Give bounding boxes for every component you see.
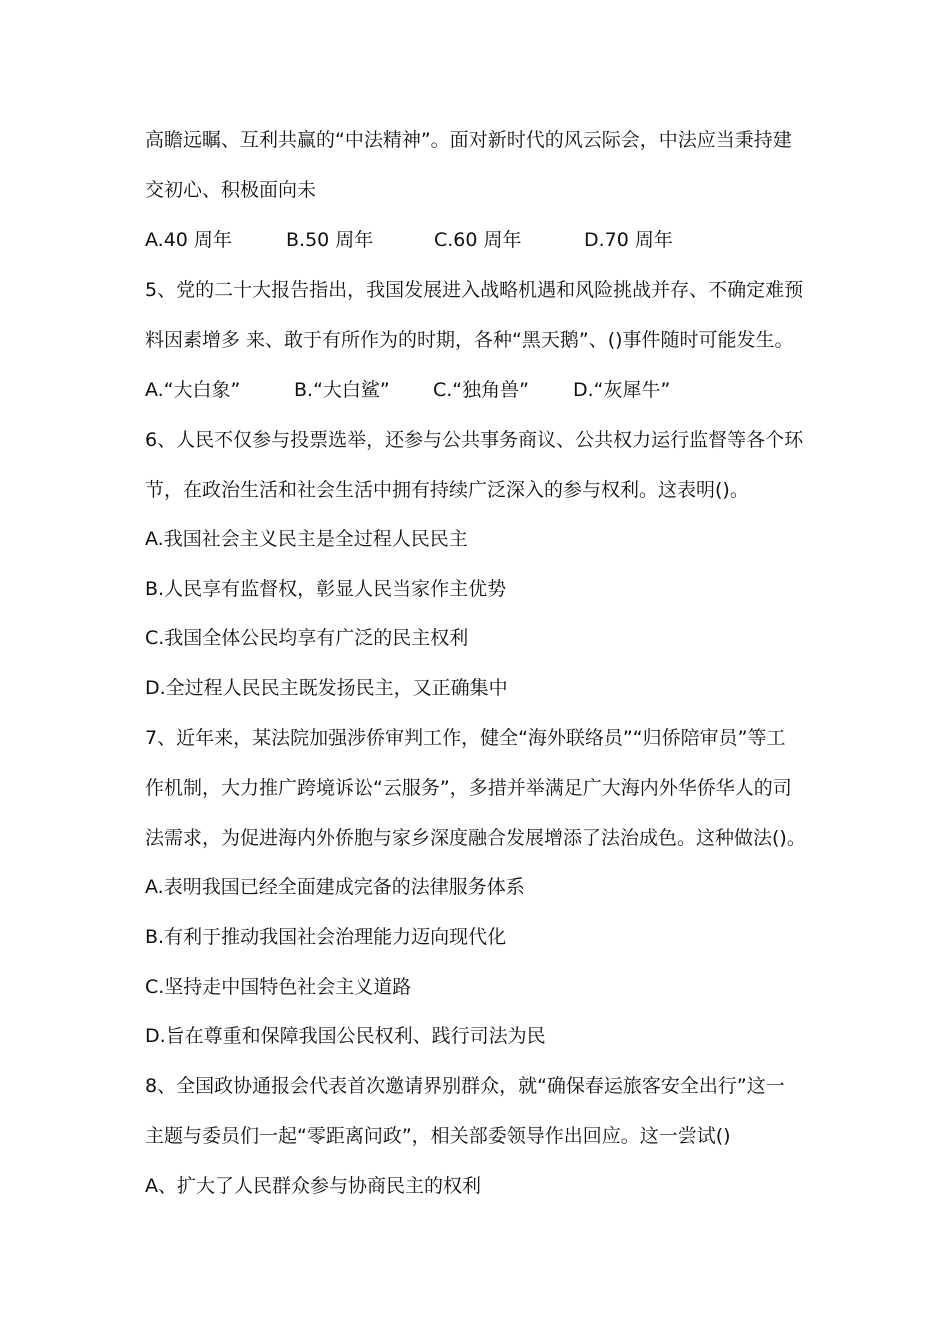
q6-option-d: D.全过程人民民主既发扬民主，又正确集中	[145, 677, 508, 699]
q6-option-c: C.我国全体公民均享有广泛的民主权利	[145, 627, 469, 649]
q6-stem-line: 6、人民不仅参与投票选举，还参与公共事务商议、公共权力运行监督等各个环	[145, 429, 804, 451]
q7-option-a: A.表明我国已经全面建成完备的法律服务体系	[145, 876, 525, 898]
q7-stem-line: 作机制，大力推广跨境诉讼“云服务”，多措并举满足广大海内外华侨华人的司	[145, 777, 792, 799]
q5-option-d: D.“灰犀牛”	[573, 379, 671, 401]
q7-stem-line: 7、近年来，某法院加强涉侨审判工作，健全“海外联络员”“归侨陪审员”等工	[145, 727, 786, 749]
q5-stem-line: 5、党的二十大报告指出，我国发展进入战略机遇和风险挑战并存、不确定难预	[145, 279, 804, 301]
q8-stem-line: 8、全国政协通报会代表首次邀请界别群众，就“确保春运旅客安全出行”这一	[145, 1075, 785, 1097]
q5-option-c: C.“独角兽”	[433, 379, 529, 401]
q7-option-c: C.坚持走中国特色社会主义道路	[145, 976, 412, 998]
q4-option-c: C.60 周年	[434, 229, 522, 251]
q7-option-b: B.有利于推动我国社会治理能力迈向现代化	[145, 926, 507, 948]
q5-stem-line: 料因素增多 来、敢于有所作为的时期，各种“黑天鹅”、()事件随时可能发生。	[145, 329, 794, 351]
q6-option-b: B.人民享有监督权，彰显人民当家作主优势	[145, 578, 507, 600]
q6-stem-line: 节，在政治生活和社会生活中拥有持续广泛深入的参与权利。这表明()。	[145, 479, 749, 501]
q5-option-a: A.“大白象”	[145, 379, 241, 401]
q5-option-b: B.“大白鲨”	[294, 379, 390, 401]
q6-option-a: A.我国社会主义民主是全过程人民民主	[145, 528, 468, 550]
q4-option-a: A.40 周年	[145, 229, 232, 251]
q7-option-d: D.旨在尊重和保障我国公民权利、践行司法为民	[145, 1025, 546, 1047]
q8-stem-line: 主题与委员们一起“零距离问政”，相关部委领导作出回应。这一尝试()	[145, 1125, 731, 1147]
intro-text-line: 交初心、积极面向未	[145, 179, 317, 201]
intro-text-line: 高瞻远瞩、互利共赢的“中法精神”。面对新时代的风云际会，中法应当秉持建	[145, 129, 792, 151]
q8-option-a: A、扩大了人民群众参与协商民主的权利	[145, 1175, 481, 1197]
q4-option-d: D.70 周年	[584, 229, 673, 251]
q4-option-b: B.50 周年	[286, 229, 374, 251]
q7-stem-line: 法需求，为促进海内外侨胞与家乡深度融合发展增添了法治成色。这种做法()。	[145, 827, 806, 849]
